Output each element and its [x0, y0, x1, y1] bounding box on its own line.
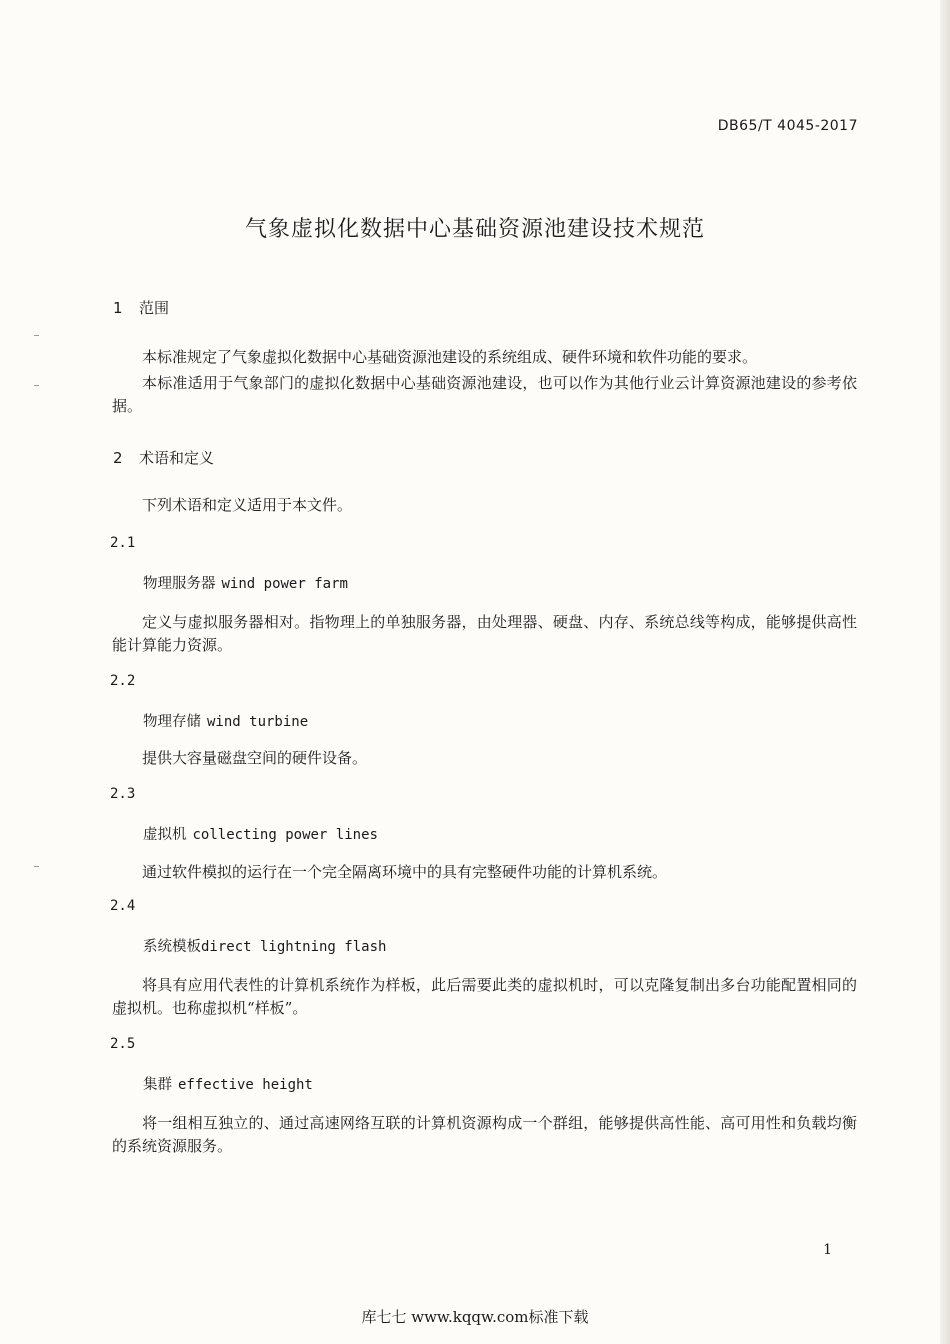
clause-number: 2.4	[110, 898, 136, 914]
scan-mark	[34, 866, 39, 867]
page-number: 1	[823, 1242, 832, 1258]
scan-mark	[34, 385, 39, 386]
document-code: DB65/T 4045-2017	[717, 118, 858, 134]
clause-number: 2.3	[110, 786, 136, 802]
section-heading	[113, 297, 169, 318]
term-entry	[143, 1073, 313, 1094]
term-definition: 提供大容量磁盘空间的硬件设备。	[142, 749, 368, 767]
section-heading	[113, 447, 214, 468]
page-edge-shadow	[940, 0, 950, 1344]
term-chinese: 集群	[143, 1077, 172, 1093]
term-english: direct lightning flash	[201, 939, 387, 955]
footer-watermark: 库七七 www.kqqw.com标准下载	[361, 1308, 589, 1326]
clause-number: 2.2	[110, 673, 136, 689]
section-title: 术语和定义	[139, 449, 215, 467]
term-entry	[143, 823, 378, 844]
term-definition: 通过软件模拟的运行在一个完全隔离环境中的具有完整硬件功能的计算机系统。	[142, 863, 668, 881]
term-english: wind power farm	[221, 576, 348, 592]
term-chinese: 物理服务器	[143, 576, 216, 592]
term-entry	[143, 710, 308, 731]
section-number: 2	[113, 449, 123, 467]
scan-mark	[34, 335, 39, 336]
term-definition: 定义与虚拟服务器相对。指物理上的单独服务器，由处理器、硬盘、内存、系统总线等构成，能够提供高性能计算能力资源。	[112, 613, 857, 654]
term-english: wind turbine	[207, 714, 309, 730]
clause-number: 2.5	[110, 1036, 136, 1052]
document-title: 气象虚拟化数据中心基础资源池建设技术规范	[244, 217, 705, 242]
term-chinese: 系统模板	[143, 939, 201, 955]
clause-number: 2.1	[110, 535, 136, 551]
paragraph: 下列术语和定义适用于本文件。	[142, 496, 353, 514]
paragraph: 本标准适用于气象部门的虚拟化数据中心基础资源池建设，也可以作为其他行业云计算资源池建设的参考依据。	[112, 374, 857, 415]
term-chinese: 虚拟机	[143, 827, 187, 843]
term-entry	[143, 935, 386, 956]
section-title: 范围	[139, 299, 170, 317]
term-english: effective height	[178, 1077, 313, 1093]
term-entry	[143, 572, 348, 593]
term-chinese: 物理存储	[143, 714, 201, 730]
term-definition: 将具有应用代表性的计算机系统作为样板，此后需要此类的虚拟机时，可以克隆复制出多台功能配置相同的虚拟机。也称虚拟机“样板”。	[112, 976, 857, 1017]
paragraph: 本标准规定了气象虚拟化数据中心基础资源池建设的系统组成、硬件环境和软件功能的要求。	[142, 348, 758, 366]
section-number: 1	[113, 299, 123, 317]
term-definition: 将一组相互独立的、通过高速网络互联的计算机资源构成一个群组，能够提供高性能、高可用性和负载均衡的系统资源服务。	[112, 1114, 857, 1155]
term-english: collecting power lines	[192, 827, 378, 843]
